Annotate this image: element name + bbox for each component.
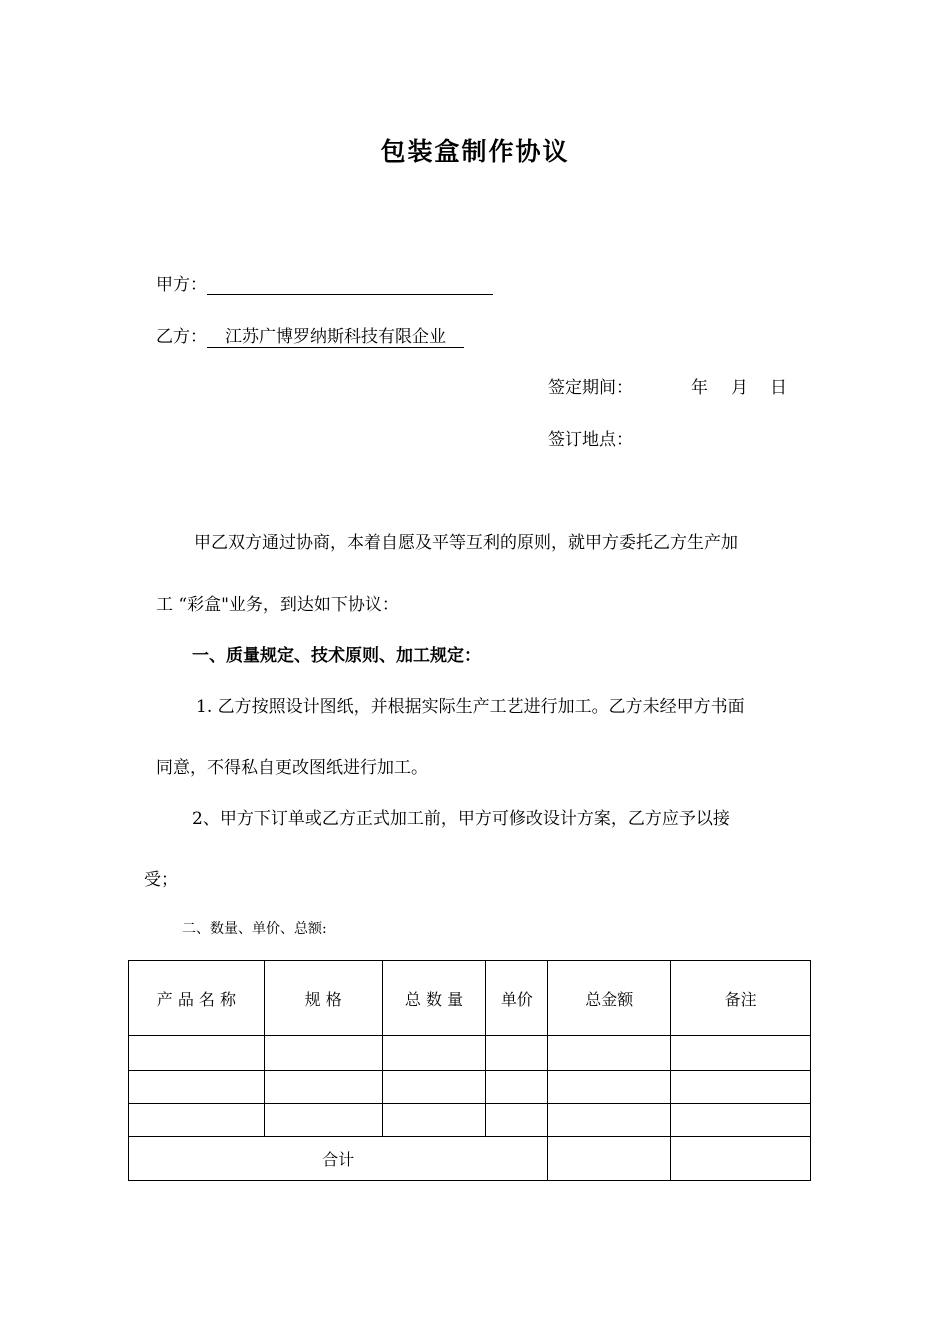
table-cell (382, 1071, 486, 1104)
party-a-value (207, 276, 493, 295)
table-cell (264, 1071, 382, 1104)
table-cell (548, 1104, 671, 1137)
party-a (156, 270, 493, 295)
section-1-item-1-line-1: 1. 乙方按照设计图纸，并根据实际生产工艺进行加工。乙方未经甲方书面 (196, 697, 745, 717)
table-cell (486, 1104, 548, 1137)
header-unit-price: 单价 (486, 961, 548, 1036)
signing-month: 月 (731, 378, 748, 398)
table-cell (671, 1104, 811, 1137)
table-cell (486, 1071, 548, 1104)
intro-line-1: 甲乙双方通过协商，本着自愿及平等互利的原则，就甲方委托乙方生产加 (194, 533, 738, 553)
header-quantity: 总 数 量 (382, 961, 486, 1036)
header-product-name: 产 品 名 称 (129, 961, 265, 1036)
signing-place-label: 签订地点： (548, 430, 633, 450)
table-row (129, 1071, 811, 1104)
section-1-item-2-line-1: 2、甲方下订单或乙方正式加工前，甲方可修改设计方案，乙方应予以接 (192, 809, 730, 829)
price-table (128, 960, 811, 1181)
table-cell (129, 1071, 265, 1104)
table-cell (264, 1036, 382, 1071)
party-a-label: 甲方： (156, 275, 207, 295)
header-total-amount: 总金额 (548, 961, 671, 1036)
table-cell (548, 1036, 671, 1071)
total-amount-cell (548, 1137, 671, 1181)
total-note-cell (671, 1137, 811, 1181)
intro-line-2: 工 “彩盒"业务，到达如下协议： (156, 595, 399, 615)
header-note: 备注 (671, 961, 811, 1036)
section-1-item-2-line-2: 受； (144, 870, 178, 890)
document-title: 包装盒制作协议 (380, 137, 570, 166)
table-cell (129, 1036, 265, 1071)
table-row (129, 1036, 811, 1071)
table-cell (486, 1036, 548, 1071)
party-b-label: 乙方： (156, 327, 207, 347)
header-spec: 规 格 (264, 961, 382, 1036)
section-1-item-1-line-2: 同意，不得私自更改图纸进行加工。 (156, 758, 428, 778)
table-cell (548, 1071, 671, 1104)
total-label: 合计 (129, 1137, 548, 1181)
table-total-row (129, 1137, 811, 1181)
signing-year: 年 (691, 378, 708, 398)
table-cell (671, 1071, 811, 1104)
table-cell (382, 1104, 486, 1137)
table-cell (382, 1036, 486, 1071)
party-b-value: 江苏广博罗纳斯科技有限企业 (207, 327, 464, 348)
table-row (129, 1104, 811, 1137)
signing-day: 日 (770, 378, 787, 398)
signing-date-label: 签定期间： (548, 378, 633, 398)
party-b (156, 322, 464, 347)
table-cell (264, 1104, 382, 1137)
section-1-heading: 一、质量规定、技术原则、加工规定： (192, 646, 481, 666)
section-2-heading: 二、数量、单价、总额: (182, 921, 327, 937)
table-cell (129, 1104, 265, 1137)
table-header-row (129, 961, 811, 1036)
table-cell (671, 1036, 811, 1071)
